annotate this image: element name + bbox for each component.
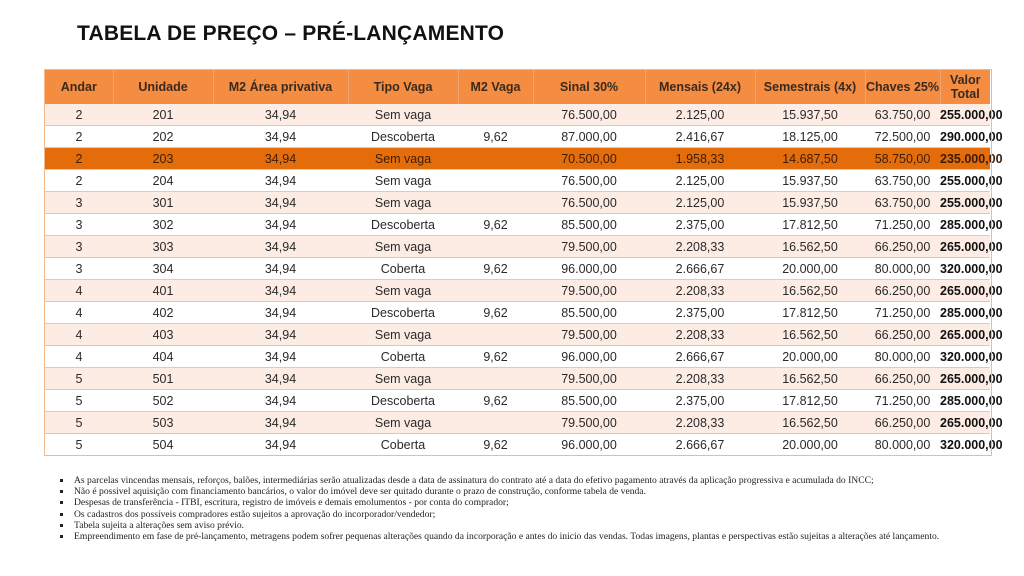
header-unidade: Unidade: [113, 70, 213, 104]
cell-mensais: 2.666,67: [645, 258, 755, 280]
cell-semestrais: 15.937,50: [755, 192, 865, 214]
cell-valor-total: 255.000,00: [940, 104, 990, 126]
table-row: [45, 148, 990, 170]
table-row: [45, 346, 990, 368]
cell-area-privativa: 34,94: [213, 346, 348, 368]
cell-semestrais: 17.812,50: [755, 390, 865, 412]
cell-m2-vaga: [458, 104, 533, 126]
header-mensais: Mensais (24x): [645, 70, 755, 104]
table-row: [45, 236, 990, 258]
cell-tipo-vaga: Coberta: [348, 346, 458, 368]
cell-sinal: 76.500,00: [533, 104, 645, 126]
cell-mensais: 2.666,67: [645, 346, 755, 368]
cell-andar: 4: [45, 346, 113, 368]
cell-valor-total: 265.000,00: [940, 368, 990, 390]
cell-mensais: 2.416,67: [645, 126, 755, 148]
page-title: TABELA DE PREÇO – PRÉ-LANÇAMENTO: [77, 22, 505, 45]
cell-tipo-vaga: Sem vaga: [348, 412, 458, 434]
cell-tipo-vaga: Descoberta: [348, 214, 458, 236]
cell-unidade: 203: [113, 148, 213, 170]
cell-m2-vaga: [458, 170, 533, 192]
cell-mensais: 2.125,00: [645, 192, 755, 214]
cell-valor-total: 235.000,00: [940, 148, 990, 170]
cell-tipo-vaga: Sem vaga: [348, 148, 458, 170]
cell-m2-vaga: [458, 192, 533, 214]
cell-sinal: 85.500,00: [533, 390, 645, 412]
footnote-text: Os cadastros dos possíveis compradores estão sujeitos a aprovação do incorporador/vendedor;: [74, 508, 436, 520]
table-row: [45, 412, 990, 434]
bullet-icon: [60, 501, 63, 504]
cell-andar: 2: [45, 148, 113, 170]
cell-sinal: 96.000,00: [533, 258, 645, 280]
cell-chaves: 58.750,00: [865, 148, 940, 170]
footnotes-list: [58, 475, 998, 542]
cell-m2-vaga: [458, 412, 533, 434]
footnote-item: [58, 520, 998, 531]
cell-tipo-vaga: Sem vaga: [348, 104, 458, 126]
cell-m2-vaga: 9,62: [458, 126, 533, 148]
cell-chaves: 80.000,00: [865, 346, 940, 368]
cell-tipo-vaga: Coberta: [348, 434, 458, 456]
table-row: [45, 390, 990, 412]
cell-m2-vaga: 9,62: [458, 346, 533, 368]
header-area-privativa: M2 Área privativa: [213, 70, 348, 104]
bullet-icon: [60, 490, 63, 493]
cell-sinal: 79.500,00: [533, 324, 645, 346]
cell-unidade: 304: [113, 258, 213, 280]
cell-chaves: 80.000,00: [865, 434, 940, 456]
price-table: [45, 70, 1003, 456]
footnote-text: Não é possivel aquisição com financiamento bancários, o valor do imóvel deve ser quitado durante o prazo de construção, conforme tabela de venda.: [74, 486, 646, 498]
table-row: [45, 280, 990, 302]
cell-andar: 4: [45, 324, 113, 346]
cell-andar: 4: [45, 280, 113, 302]
cell-tipo-vaga: Sem vaga: [348, 324, 458, 346]
cell-sinal: 76.500,00: [533, 170, 645, 192]
cell-sinal: 85.500,00: [533, 214, 645, 236]
cell-semestrais: 17.812,50: [755, 214, 865, 236]
table-row: [45, 214, 990, 236]
cell-chaves: 63.750,00: [865, 170, 940, 192]
cell-semestrais: 20.000,00: [755, 434, 865, 456]
cell-sinal: 79.500,00: [533, 412, 645, 434]
cell-mensais: 2.208,33: [645, 412, 755, 434]
cell-chaves: 71.250,00: [865, 302, 940, 324]
cell-chaves: 71.250,00: [865, 390, 940, 412]
cell-unidade: 503: [113, 412, 213, 434]
footnote-text: As parcelas vincendas mensais, reforços, balões, intermediárias serão atualizadas desde a data de assinatura do contrato até a data do efetivo pagamento através da aplicação progressiva e acumulada do INCC;: [74, 475, 874, 486]
cell-valor-total: 285.000,00: [940, 214, 990, 236]
header-andar: Andar: [45, 70, 113, 104]
cell-m2-vaga: 9,62: [458, 390, 533, 412]
cell-mensais: 2.666,67: [645, 434, 755, 456]
cell-unidade: 502: [113, 390, 213, 412]
cell-chaves: 72.500,00: [865, 126, 940, 148]
cell-andar: 5: [45, 412, 113, 434]
cell-area-privativa: 34,94: [213, 390, 348, 412]
cell-unidade: 404: [113, 346, 213, 368]
table-row: [45, 302, 990, 324]
cell-tipo-vaga: Descoberta: [348, 302, 458, 324]
cell-unidade: 401: [113, 280, 213, 302]
cell-m2-vaga: [458, 236, 533, 258]
footnote-text: Empreendimento em fase de pré-lançamento, metragens podem sofrer pequenas alterações quando da incorporação e antes do inicio das vendas. Todas imagens, plantas e perspectivas estão sujeitas a alterações até lançamento.: [74, 531, 940, 543]
cell-andar: 2: [45, 126, 113, 148]
table-row: [45, 192, 990, 214]
cell-sinal: 70.500,00: [533, 148, 645, 170]
cell-tipo-vaga: Sem vaga: [348, 170, 458, 192]
footnote-item: [58, 531, 998, 542]
cell-sinal: 96.000,00: [533, 346, 645, 368]
cell-semestrais: 20.000,00: [755, 258, 865, 280]
cell-m2-vaga: 9,62: [458, 302, 533, 324]
bullet-icon: [60, 524, 63, 527]
cell-semestrais: 16.562,50: [755, 280, 865, 302]
cell-chaves: 66.250,00: [865, 280, 940, 302]
cell-chaves: 66.250,00: [865, 412, 940, 434]
cell-semestrais: 17.812,50: [755, 302, 865, 324]
cell-sinal: 85.500,00: [533, 302, 645, 324]
cell-tipo-vaga: Sem vaga: [348, 280, 458, 302]
cell-mensais: 2.125,00: [645, 170, 755, 192]
cell-tipo-vaga: Descoberta: [348, 390, 458, 412]
cell-sinal: 79.500,00: [533, 280, 645, 302]
cell-chaves: 63.750,00: [865, 192, 940, 214]
cell-m2-vaga: [458, 324, 533, 346]
cell-sinal: 87.000,00: [533, 126, 645, 148]
cell-andar: 4: [45, 302, 113, 324]
cell-chaves: 66.250,00: [865, 236, 940, 258]
footnote-item: [58, 486, 998, 497]
cell-sinal: 96.000,00: [533, 434, 645, 456]
cell-area-privativa: 34,94: [213, 170, 348, 192]
cell-mensais: 2.208,33: [645, 280, 755, 302]
cell-chaves: 80.000,00: [865, 258, 940, 280]
cell-area-privativa: 34,94: [213, 148, 348, 170]
cell-valor-total: 290.000,00: [940, 126, 990, 148]
cell-unidade: 302: [113, 214, 213, 236]
cell-area-privativa: 34,94: [213, 324, 348, 346]
cell-sinal: 76.500,00: [533, 192, 645, 214]
cell-valor-total: 265.000,00: [940, 280, 990, 302]
cell-semestrais: 18.125,00: [755, 126, 865, 148]
footnote-item: [58, 475, 998, 486]
cell-tipo-vaga: Sem vaga: [348, 368, 458, 390]
cell-semestrais: 16.562,50: [755, 368, 865, 390]
header-valor-total: Valor Total: [940, 70, 990, 104]
header-semestrais: Semestrais (4x): [755, 70, 865, 104]
cell-m2-vaga: 9,62: [458, 258, 533, 280]
cell-sinal: 79.500,00: [533, 236, 645, 258]
cell-valor-total: 320.000,00: [940, 346, 990, 368]
cell-mensais: 2.208,33: [645, 324, 755, 346]
cell-area-privativa: 34,94: [213, 412, 348, 434]
cell-mensais: 2.208,33: [645, 368, 755, 390]
cell-tipo-vaga: Coberta: [348, 258, 458, 280]
cell-semestrais: 15.937,50: [755, 104, 865, 126]
cell-unidade: 504: [113, 434, 213, 456]
bullet-icon: [60, 535, 63, 538]
cell-tipo-vaga: Sem vaga: [348, 192, 458, 214]
cell-mensais: 2.375,00: [645, 302, 755, 324]
cell-valor-total: 285.000,00: [940, 302, 990, 324]
cell-andar: 3: [45, 258, 113, 280]
cell-semestrais: 15.937,50: [755, 170, 865, 192]
cell-area-privativa: 34,94: [213, 368, 348, 390]
cell-area-privativa: 34,94: [213, 258, 348, 280]
header-tipo-vaga: Tipo Vaga: [348, 70, 458, 104]
cell-valor-total: 285.000,00: [940, 390, 990, 412]
cell-semestrais: 14.687,50: [755, 148, 865, 170]
cell-chaves: 63.750,00: [865, 104, 940, 126]
table-row: [45, 368, 990, 390]
bullet-icon: [60, 513, 63, 516]
footnote-text: Despesas de transferência - ITBI, escritura, registro de imóveis e demais emolumentos - por conta do comprador;: [74, 497, 509, 509]
cell-andar: 3: [45, 236, 113, 258]
footnote-item: [58, 497, 998, 508]
cell-area-privativa: 34,94: [213, 280, 348, 302]
cell-mensais: 2.208,33: [645, 236, 755, 258]
cell-area-privativa: 34,94: [213, 302, 348, 324]
cell-valor-total: 320.000,00: [940, 258, 990, 280]
cell-chaves: 66.250,00: [865, 324, 940, 346]
cell-unidade: 303: [113, 236, 213, 258]
table-row: [45, 126, 990, 148]
cell-andar: 5: [45, 368, 113, 390]
cell-unidade: 201: [113, 104, 213, 126]
header-chaves: Chaves 25%: [865, 70, 940, 104]
cell-andar: 3: [45, 214, 113, 236]
cell-chaves: 71.250,00: [865, 214, 940, 236]
cell-m2-vaga: [458, 148, 533, 170]
cell-m2-vaga: 9,62: [458, 214, 533, 236]
table-row: [45, 434, 990, 456]
cell-andar: 2: [45, 170, 113, 192]
header-m2-vaga: M2 Vaga: [458, 70, 533, 104]
cell-unidade: 403: [113, 324, 213, 346]
cell-andar: 2: [45, 104, 113, 126]
cell-unidade: 301: [113, 192, 213, 214]
cell-area-privativa: 34,94: [213, 104, 348, 126]
cell-semestrais: 16.562,50: [755, 324, 865, 346]
table-header-row: [45, 70, 990, 104]
cell-m2-vaga: [458, 280, 533, 302]
cell-tipo-vaga: Sem vaga: [348, 236, 458, 258]
cell-chaves: 66.250,00: [865, 368, 940, 390]
cell-mensais: 2.375,00: [645, 214, 755, 236]
table-row: [45, 258, 990, 280]
cell-semestrais: 16.562,50: [755, 412, 865, 434]
header-sinal: Sinal 30%: [533, 70, 645, 104]
cell-valor-total: 265.000,00: [940, 324, 990, 346]
cell-area-privativa: 34,94: [213, 434, 348, 456]
cell-valor-total: 255.000,00: [940, 192, 990, 214]
cell-mensais: 1.958,33: [645, 148, 755, 170]
cell-andar: 5: [45, 434, 113, 456]
cell-unidade: 501: [113, 368, 213, 390]
table-row: [45, 104, 990, 126]
cell-valor-total: 265.000,00: [940, 412, 990, 434]
cell-andar: 5: [45, 390, 113, 412]
table-row: [45, 324, 990, 346]
cell-m2-vaga: [458, 368, 533, 390]
bullet-icon: [60, 479, 63, 482]
cell-sinal: 79.500,00: [533, 368, 645, 390]
cell-unidade: 204: [113, 170, 213, 192]
footnote-text: Tabela sujeita a alterações sem aviso prévio.: [74, 519, 245, 531]
cell-area-privativa: 34,94: [213, 192, 348, 214]
cell-semestrais: 20.000,00: [755, 346, 865, 368]
cell-valor-total: 255.000,00: [940, 170, 990, 192]
cell-unidade: 402: [113, 302, 213, 324]
cell-semestrais: 16.562,50: [755, 236, 865, 258]
cell-area-privativa: 34,94: [213, 214, 348, 236]
footnote-item: [58, 509, 998, 520]
cell-mensais: 2.125,00: [645, 104, 755, 126]
cell-andar: 3: [45, 192, 113, 214]
cell-unidade: 202: [113, 126, 213, 148]
table-body: [45, 104, 1003, 456]
cell-area-privativa: 34,94: [213, 126, 348, 148]
cell-m2-vaga: 9,62: [458, 434, 533, 456]
table-row: [45, 170, 990, 192]
cell-area-privativa: 34,94: [213, 236, 348, 258]
cell-valor-total: 265.000,00: [940, 236, 990, 258]
cell-tipo-vaga: Descoberta: [348, 126, 458, 148]
cell-valor-total: 320.000,00: [940, 434, 990, 456]
cell-mensais: 2.375,00: [645, 390, 755, 412]
